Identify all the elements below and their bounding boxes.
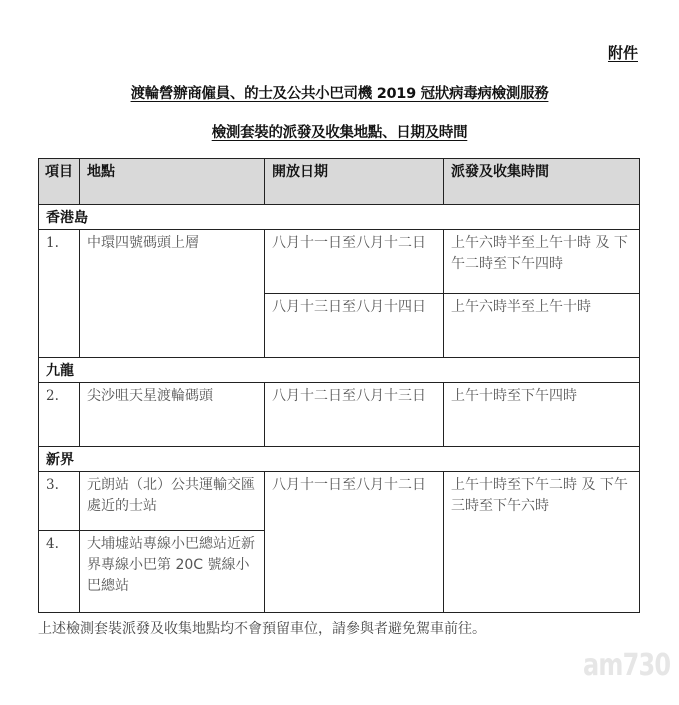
- dates-cell: 八月十一日至八月十二日: [265, 472, 444, 613]
- location-cell: 尖沙咀天星渡輪碼頭: [80, 383, 265, 447]
- location-cell: 中環四號碼頭上層: [80, 230, 265, 358]
- location-cell: 大埔墟站專線小巴總站近新界專線小巴第 20C 號線小巴總站: [80, 531, 265, 613]
- document-subtitle: 檢測套裝的派發及收集地點、日期及時間: [211, 125, 468, 141]
- header-times: 派發及收集時間: [444, 159, 640, 205]
- region-label: 九龍: [39, 358, 640, 383]
- item-number: 2.: [39, 383, 80, 447]
- item-number: 1.: [39, 230, 80, 358]
- times-cell: 上午六時半至上午十時: [444, 294, 640, 358]
- times-cell: 上午六時半至上午十時 及 下午二時至下午四時: [444, 230, 640, 294]
- watermark-logo: am730: [583, 648, 671, 683]
- dates-cell: 八月十二日至八月十三日: [265, 383, 444, 447]
- footnote: 上述檢測套裝派發及收集地點均不會預留車位，請參與者避免駕車前往。: [38, 621, 486, 637]
- region-row-kowloon: [39, 358, 640, 383]
- table-row: [39, 230, 640, 294]
- item-number: 3.: [39, 472, 80, 531]
- header-item-no: 項目: [39, 159, 80, 205]
- times-cell: 上午十時至下午二時 及 下午三時至下午六時: [444, 472, 640, 613]
- location-cell: 元朗站（北）公共運輸交匯處近的士站: [80, 472, 265, 531]
- table-row: [39, 472, 640, 531]
- header-location: 地點: [80, 159, 265, 205]
- table-header-row: [39, 159, 640, 205]
- header-dates: 開放日期: [265, 159, 444, 205]
- region-row-new-territories: [39, 447, 640, 472]
- item-number: 4.: [39, 531, 80, 613]
- schedule-table: [38, 158, 640, 613]
- region-row-hong-kong-island: [39, 205, 640, 230]
- dates-cell: 八月十三日至八月十四日: [265, 294, 444, 358]
- annex-label: 附件: [607, 44, 638, 62]
- document-title: 渡輪營辦商僱員、的士及公共小巴司機 2019 冠狀病毒病檢測服務: [130, 86, 549, 102]
- dates-cell: 八月十一日至八月十二日: [265, 230, 444, 294]
- region-label: 香港島: [39, 205, 640, 230]
- times-cell: 上午十時至下午四時: [444, 383, 640, 447]
- table-row: [39, 383, 640, 447]
- region-label: 新界: [39, 447, 640, 472]
